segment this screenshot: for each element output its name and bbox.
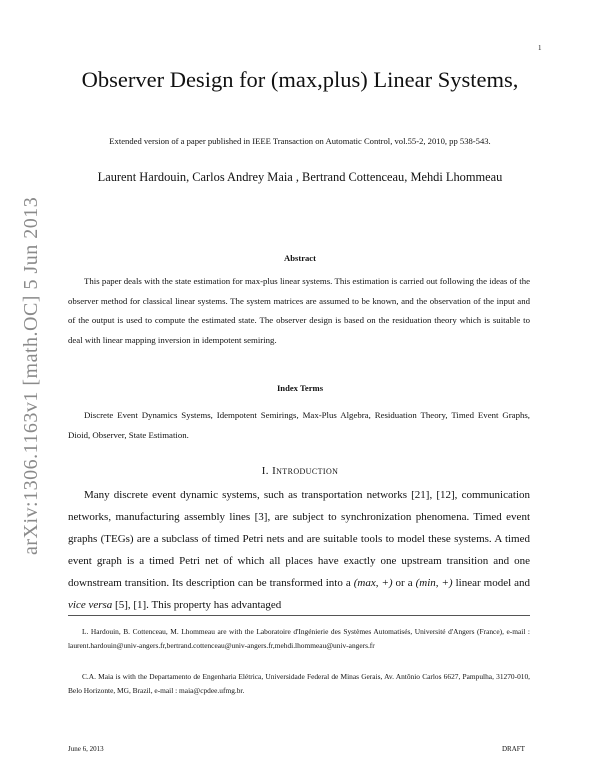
- footnote-text: L. Hardouin, B. Cottenceau, M. Lhommeau are with the Laboratoire d'Ingénierie des Systèmes Automatisés, Université d'Angers (France), e-mail : laurent.hardouin@univ-angers.fr,bertrand.cottenceau@univ-angers.fr,mehdi.lhommeau@univ-angers.fr: [68, 627, 530, 650]
- abstract-heading: Abstract: [284, 253, 316, 263]
- abstract-body: [68, 272, 530, 350]
- intro-end: [5], [1]. This property has advantaged: [115, 599, 282, 611]
- math-maxplus: (max, +): [353, 577, 393, 589]
- abstract-text: This paper deals with the state estimation for max-plus linear systems. This estimation is carried out following the ideas of the observer method for classical linear systems. The system matrices are assumed to be known, and the observation of the input and of the output is used to compute the estimated state. The observer design is based on the residuation theory which is suitable to deal with linear mapping inversion in idempotent semiring.: [68, 276, 530, 345]
- section-heading: [40, 465, 560, 477]
- index-terms-text: Discrete Event Dynamics Systems, Idempotent Semirings, Max-Plus Algebra, Residuation Theory, Timed Event Graphs, Dioid, Observer, State Estimation.: [68, 410, 530, 440]
- footnote-text: C.A. Maia is with the Departamento de Engenharia Elétrica, Universidade Federal de Minas Gerais, Av. Antônio Carlos 6627, Pampulha, 31270-010, Belo Horizonte, MG, Brazil, e-mail : maia@cpdee.ufmg.br.: [68, 672, 530, 695]
- index-terms-body: [68, 406, 530, 445]
- section-title: Introduction: [272, 465, 339, 477]
- introduction-paragraph: [68, 484, 530, 616]
- section-number: I.: [261, 465, 269, 477]
- intro-text: Many discrete event dynamic systems, such as transportation networks [21], [12], communication networks, manufacturing assembly lines [3], are subject to synchronization phenomena. Timed event graphs (TEGs) are a subclass of timed Petri nets and are suitable tools to model these systems. A timed event graph is a timed Petri net of which all places have exactly one upstream transition and one downstream transition. Its description can be transformed into a: [68, 489, 530, 589]
- vice-versa-text: vice versa: [68, 599, 113, 611]
- footnote-affiliation-1: [68, 625, 530, 652]
- page-number: 1: [538, 44, 542, 52]
- footer-date: June 6, 2013: [68, 745, 104, 753]
- title-footnote: Extended version of a paper published in IEEE Transaction on Automatic Control, vol.55-2, 2010, pp 538-543.: [109, 136, 491, 146]
- intro-or: or a: [395, 577, 413, 589]
- arxiv-stamp-text: arXiv:1306.1163v1 [math.OC] 5 Jun 2013: [20, 196, 42, 555]
- intro-linear: linear model and: [455, 577, 531, 589]
- footnote-rule: [68, 615, 530, 616]
- index-terms-heading: Index Terms: [276, 383, 324, 393]
- introduction-body: [68, 484, 530, 616]
- footer-status: DRAFT: [502, 745, 525, 753]
- math-minplus: (min, +): [415, 577, 453, 589]
- author-list: Laurent Hardouin, Carlos Andrey Maia , Bertrand Cottenceau, Mehdi Lhommeau: [97, 170, 503, 184]
- paper-title: Observer Design for (max,plus) Linear Systems,: [81, 67, 519, 92]
- footnote-affiliation-2: [68, 670, 530, 697]
